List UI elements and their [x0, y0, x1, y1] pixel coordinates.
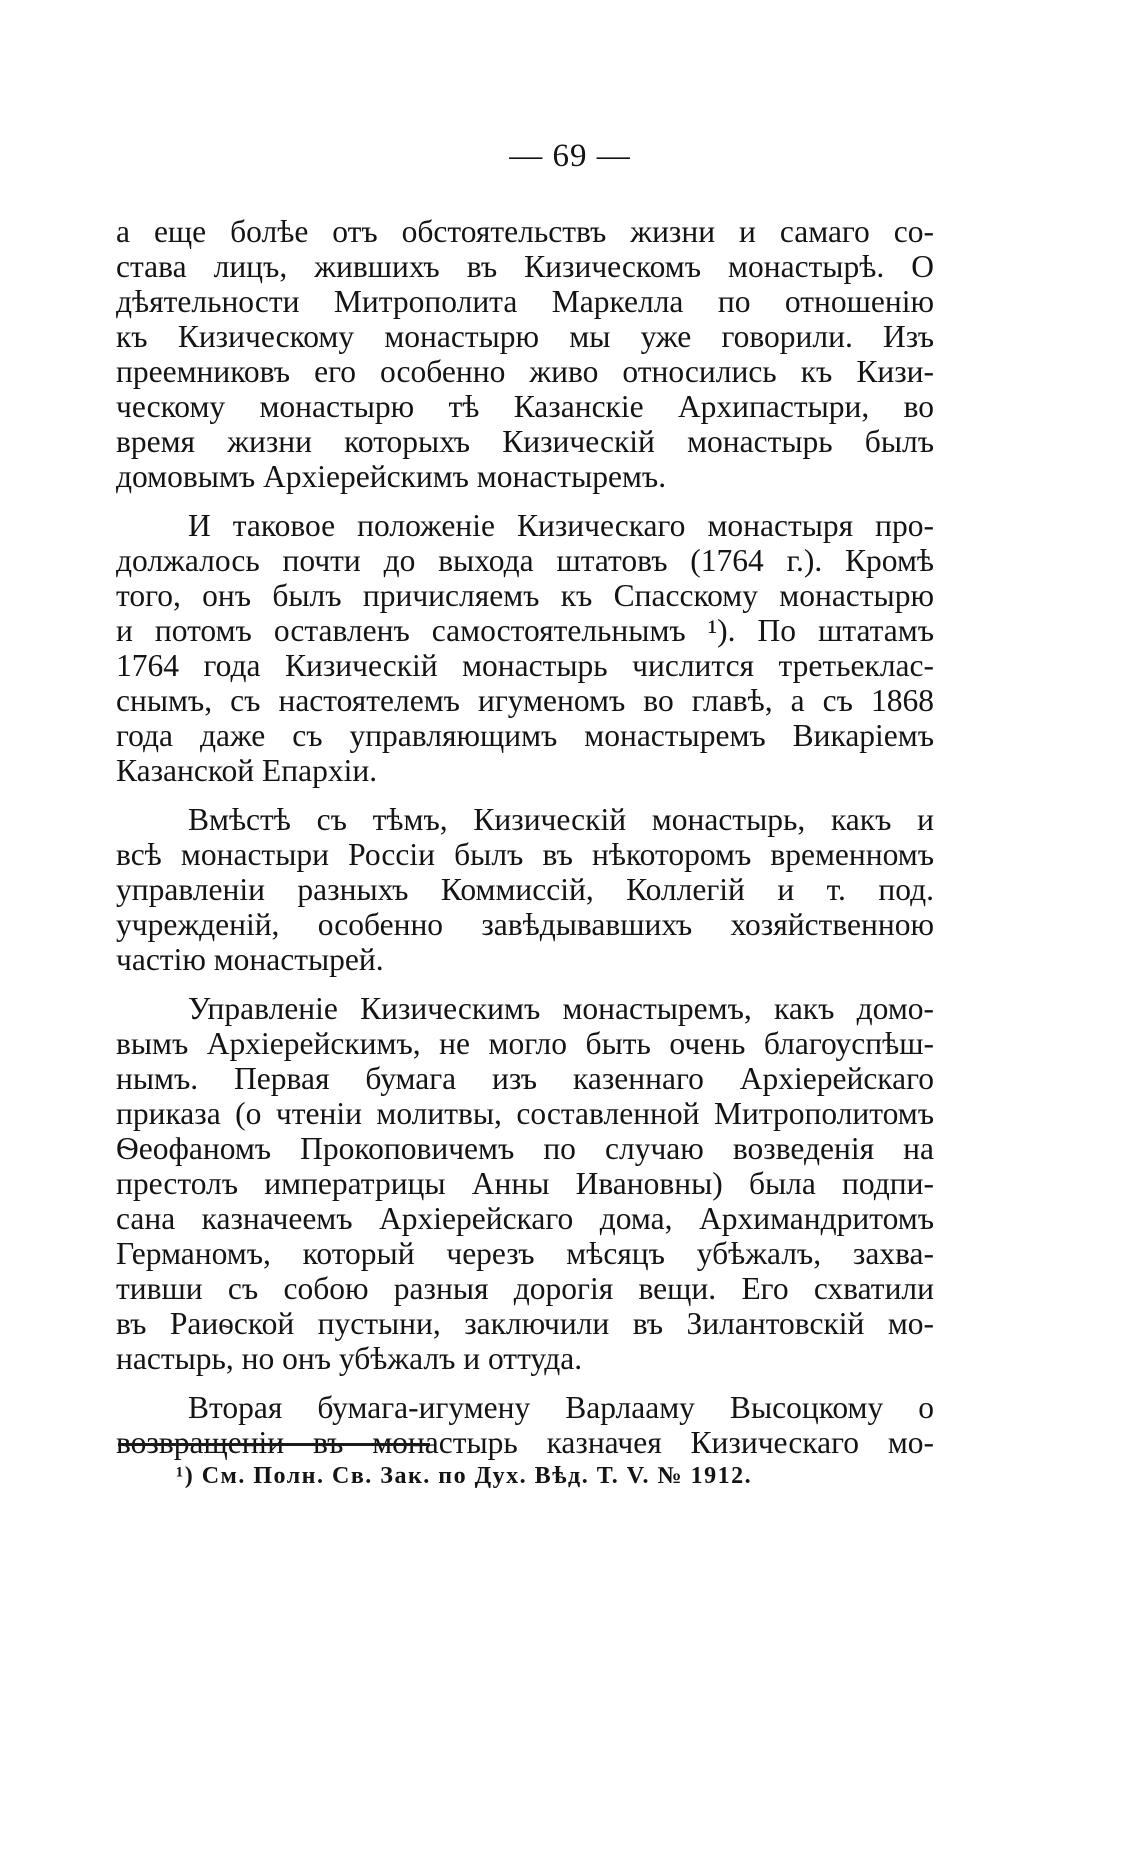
paragraph: [116, 991, 934, 1376]
text-line: дѣятельности Митрополита Маркелла по отношенію: [116, 284, 934, 319]
text-line: года даже съ управляющимъ монастыремъ Викаріемъ: [116, 718, 934, 753]
text-line: Вторая бумага-игумену Варлааму Высоцкому о: [188, 1390, 934, 1425]
text-line: снымъ, съ настоятелемъ игуменомъ во главѣ, а съ 1868: [116, 683, 934, 718]
footnote-marker: ¹): [176, 1463, 195, 1489]
text-line: вымъ Архіерейскимъ, не могло быть очень благоуспѣш-: [116, 1026, 934, 1061]
paragraph: [116, 1390, 934, 1460]
paragraph: [116, 508, 934, 788]
text-line: должалось почти до выхода штатовъ (1764 г.). Кромѣ: [116, 543, 934, 578]
footnote-divider: [118, 1443, 430, 1446]
text-line: нымъ. Первая бумага изъ казеннаго Архіерейскаго: [116, 1061, 934, 1096]
text-line: того, онъ былъ причисляемъ къ Спасскому монастырю: [116, 578, 934, 613]
paragraph: [116, 802, 934, 977]
text-line: и потомъ оставленъ самостоятельнымъ ¹). По штатамъ: [116, 613, 934, 648]
text-line: Казанской Епархіи.: [116, 753, 378, 788]
text-line: тивши съ собою разныя дорогія вещи. Его схватили: [116, 1271, 934, 1306]
text-line: а еще болѣе отъ обстоятельствъ жизни и самаго со-: [116, 214, 934, 249]
footnote-text: См. Полн. Св. Зак. по Дух. Вѣд. Т. V. № 1912.: [201, 1463, 753, 1489]
text-line: Германомъ, который черезъ мѣсяцъ убѣжалъ, захва-: [116, 1236, 934, 1271]
text-line: настырь, но онъ убѣжалъ и оттуда.: [116, 1341, 583, 1376]
text-line: учрежденій, особенно завѣдывавшихъ хозяйственною: [116, 907, 934, 942]
text-line: время жизни которыхъ Кизическій монастырь былъ: [116, 424, 934, 459]
text-line: къ Кизическому монастырю мы уже говорили. Изъ: [116, 319, 934, 354]
text-line: Ѳеофаномъ Прокоповичемъ по случаю возведенія на: [116, 1131, 934, 1166]
text-line: управленіи разныхъ Коммиссій, Коллегій и т. под.: [116, 872, 934, 907]
footnote: [176, 1463, 752, 1490]
text-line: Управленіе Кизическимъ монастыремъ, какъ домо-: [188, 991, 934, 1026]
text-line: става лицъ, жившихъ въ Кизическомъ монастырѣ. О: [116, 249, 934, 284]
text-line: И таковое положеніе Кизическаго монастыря про-: [188, 508, 934, 543]
text-line: ческому монастырю тѣ Казанскіе Архипастыри, во: [116, 389, 934, 424]
text-line: въ Раиѳской пустыни, заключили въ Зилантовскій мо-: [116, 1306, 934, 1341]
page-number: — 69 —: [509, 138, 631, 174]
text-line: всѣ монастыри Россіи былъ въ нѣкоторомъ временномъ: [116, 837, 934, 872]
text-line: 1764 года Кизическій монастырь числится третьеклас-: [116, 648, 934, 683]
paragraph: [116, 214, 934, 494]
text-line: преемниковъ его особенно живо относились къ Кизи-: [116, 354, 934, 389]
text-line: престолъ императрицы Анны Ивановны) была подпи-: [116, 1166, 934, 1201]
text-line: возвращеніи въ монастырь казначея Кизическаго мо-: [116, 1425, 934, 1460]
text-line: частію монастырей.: [116, 942, 384, 977]
body-text: [116, 214, 934, 1474]
text-line: домовымъ Архіерейскимъ монастыремъ.: [116, 459, 667, 494]
text-line: Вмѣстѣ съ тѣмъ, Кизическій монастырь, какъ и: [188, 802, 934, 837]
text-line: сана казначеемъ Архіерейскаго дома, Архимандритомъ: [116, 1201, 934, 1236]
text-line: приказа (о чтеніи молитвы, составленной Митрополитомъ: [116, 1096, 934, 1131]
